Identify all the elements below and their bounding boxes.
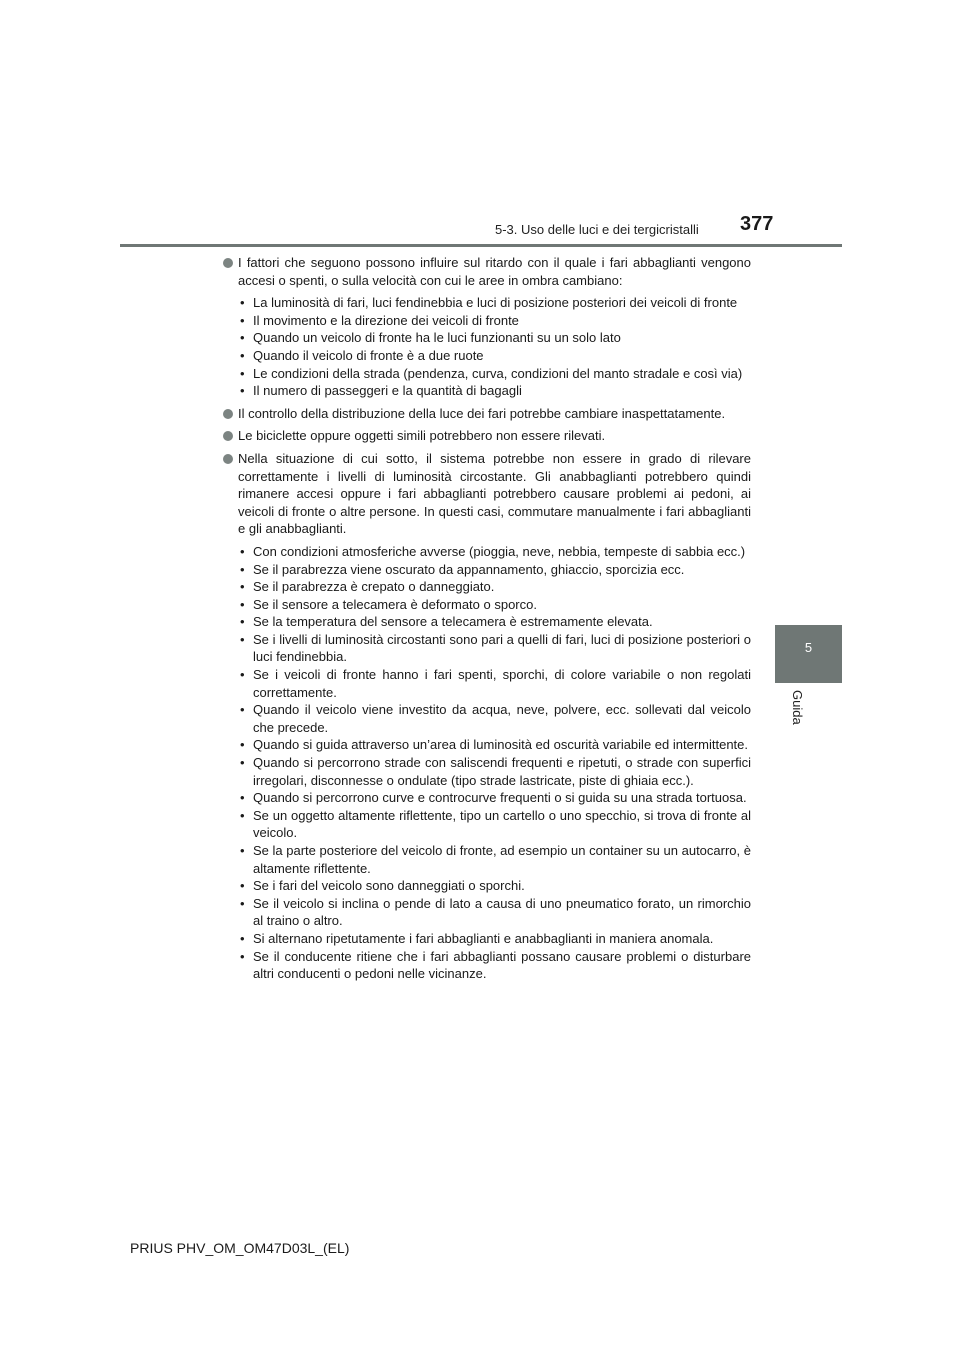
list-item: • Quando il veicolo di fronte è a due ruote xyxy=(238,347,751,365)
chapter-label: Guida xyxy=(790,690,805,725)
list-item: • Quando si percorrono curve e controcurve frequenti o si guida su una strada tortuosa. xyxy=(238,789,751,807)
list-item: • Se i fari del veicolo sono danneggiati o sporchi. xyxy=(238,877,751,895)
list-item: • Se il sensore a telecamera è deformato o sporco. xyxy=(238,596,751,614)
document-id: PRIUS PHV_OM_OM47D03L_(EL) xyxy=(130,1240,350,1256)
list-item: • Quando si percorrono strade con saliscendi frequenti e ripetuti, o strade con superfici irregolari, disconnesse o ondulate (tipo strade lastricate, piste di ghiaia ecc.). xyxy=(238,754,751,789)
list-item: • Il movimento e la direzione dei veicoli di fronte xyxy=(238,312,751,330)
chapter-number: 5 xyxy=(804,640,813,655)
list-item: • Quando si guida attraverso un’area di luminosità ed oscurità variabile ed intermittente. xyxy=(238,736,751,754)
list-item: • Se un oggetto altamente riflettente, tipo un cartello o uno specchio, si trova di fronte al veicolo. xyxy=(238,807,751,842)
list-item: • Se il parabrezza viene oscurato da appannamento, ghiaccio, sporcizia ecc. xyxy=(238,561,751,579)
list-item: • Se la temperatura del sensore a telecamera è estremamente elevata. xyxy=(238,613,751,631)
factors-list xyxy=(223,294,751,400)
list-item: • Quando un veicolo di fronte ha le luci funzionanti su un solo lato xyxy=(238,329,751,347)
bullet-circle-icon xyxy=(223,409,233,419)
list-item: • Con condizioni atmosferiche avverse (pioggia, neve, nebbia, tempeste di sabbia ecc.) xyxy=(238,543,751,561)
section-title: 5-3. Uso delle luci e dei tergicristalli xyxy=(495,222,699,237)
paragraph-4: Nella situazione di cui sotto, il sistema potrebbe non essere in grado di rilevare correttamente i livelli di luminosità circostante. Gli anabbaglianti potrebbero quindi rimanere accesi oppure i fari abbaglianti potrebbero causare problemi ai pedoni, ai veicoli di fronte o altre persone. In questi casi, commutare manualmente i fari abbaglianti e gli anabbaglianti. xyxy=(223,450,751,538)
list-item: • Se il conducente ritiene che i fari abbaglianti possano causare problemi o disturbare altri conducenti o pedoni nelle vicinanze. xyxy=(238,948,751,983)
list-item: • Quando il veicolo viene investito da acqua, neve, polvere, ecc. sollevati dal veicolo che precede. xyxy=(238,701,751,736)
page-content xyxy=(223,254,751,988)
bullet-circle-icon xyxy=(223,431,233,441)
list-item: • Se il veicolo si inclina o pende di lato a causa di uno pneumatico forato, un rimorchio al traino o altro. xyxy=(238,895,751,930)
header-divider xyxy=(120,244,842,247)
bullet-circle-icon xyxy=(223,258,233,268)
list-item: • Si alternano ripetutamente i fari abbaglianti e anabbaglianti in maniera anomala. xyxy=(238,930,751,948)
list-item: • Se i livelli di luminosità circostanti sono pari a quelli di fari, luci di posizione posteriori o luci fendinebbia. xyxy=(238,631,751,666)
list-item: • Le condizioni della strada (pendenza, curva, condizioni del manto stradale e così via) xyxy=(238,365,751,383)
bullet-circle-icon xyxy=(223,454,233,464)
conditions-list xyxy=(223,543,751,983)
paragraph-2: Il controllo della distribuzione della luce dei fari potrebbe cambiare inaspettatamente. xyxy=(223,405,751,423)
paragraph-3: Le biciclette oppure oggetti simili potrebbero non essere rilevati. xyxy=(223,427,751,445)
page-number: 377 xyxy=(740,213,774,235)
list-item: • La luminosità di fari, luci fendinebbia e luci di posizione posteriori dei veicoli di fronte xyxy=(238,294,751,312)
chapter-tab xyxy=(775,625,842,683)
list-item: • Il numero di passeggeri e la quantità di bagagli xyxy=(238,382,751,400)
list-item: • Se la parte posteriore del veicolo di fronte, ad esempio un container su un autocarro, è altamente riflettente. xyxy=(238,842,751,877)
paragraph-1: I fattori che seguono possono influire sul ritardo con il quale i fari abbaglianti vengono accesi o spenti, o sulla velocità con cui le aree in ombra cambiano: xyxy=(223,254,751,289)
list-item: • Se i veicoli di fronte hanno i fari spenti, sporchi, di colore variabile o non regolati correttamente. xyxy=(238,666,751,701)
list-item: • Se il parabrezza è crepato o danneggiato. xyxy=(238,578,751,596)
